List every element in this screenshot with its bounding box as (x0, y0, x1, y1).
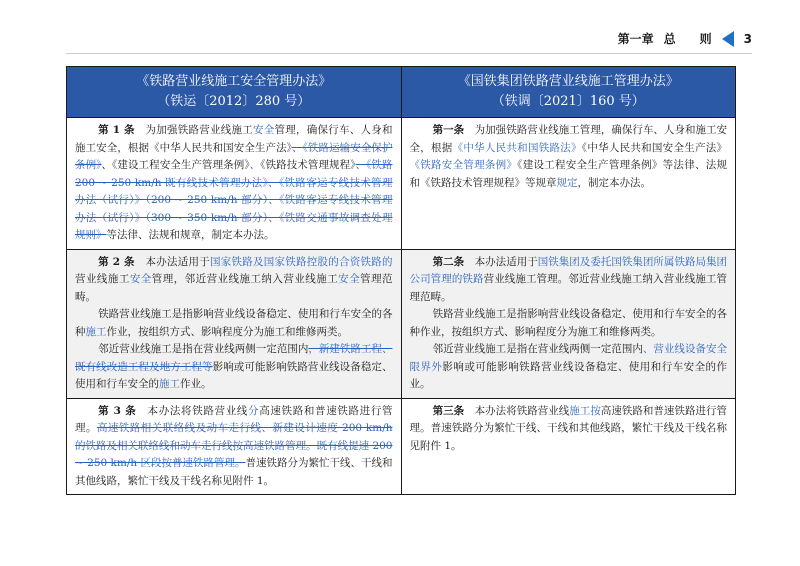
table-row (67, 249, 736, 398)
article-paragraph (75, 254, 393, 307)
text-segment: 等法律、法规和规章，制定本办法。 (106, 229, 275, 241)
text-segment: 铁路营业线施工是指影响营业线设备稳定、使用和行车安全的各种 (75, 308, 393, 338)
article-paragraph (75, 122, 393, 245)
article-paragraph (410, 306, 728, 341)
column-title: 《国铁集团铁路营业线施工管理办法》 (457, 74, 679, 89)
text-segment: 影响或可能影响铁路营业线设备稳定、使用和行车安全的作业。 (409, 360, 728, 390)
text-segment: 高速铁路和普速铁路进行管理。 (75, 404, 393, 434)
text-segment: 本办法适用于 (464, 255, 538, 268)
revised-text: 安全 (252, 124, 275, 136)
article-number: 第一条 (432, 124, 465, 136)
text-segment: 管理范畴。 (75, 273, 393, 303)
text-segment: 本办法将铁路营业线 (464, 404, 570, 417)
section-label: 总 则 (663, 32, 712, 46)
revised-text: 、 (249, 159, 261, 171)
text-segment: 邻近营业线施工是指在营业线两侧一定范围内 (98, 343, 309, 355)
header-divider (66, 53, 752, 54)
text-segment: 管理，确保行车、人身和施工安全，根据《中华人民共和国安全生产法》 (75, 124, 393, 154)
article-number: 第三条 (432, 404, 465, 417)
revised-text: 施工 (159, 378, 180, 390)
text-segment: 《建设工程安全生产管理条例》等法律、法规和《铁路技术管理规程》等规章 (409, 159, 727, 189)
text-segment: 、《建设工程安全生产管理条例》 (101, 159, 250, 171)
text-segment: 作业。 (180, 378, 212, 390)
text-segment: 影响或可能影响铁路营业线设备稳定、使用和行车安全的 (75, 360, 393, 390)
column-subtitle: （铁调〔2021〕160 号） (491, 94, 645, 109)
article-number: 第二条 (432, 255, 465, 268)
article-number: 第 2 条 (98, 255, 135, 268)
table-row (67, 398, 736, 495)
revised-text: 《中华人民共和国铁路法》 (452, 141, 582, 154)
text-segment: 铁路营业线施工是指影响营业线设备稳定、使用和行车安全的各种作业，按组织方式、影响程度分为施工和维修两类。 (409, 308, 727, 338)
revised-text: 、营业线设备安全限界外 (409, 343, 728, 373)
column-header-left (67, 67, 402, 118)
text-segment: 本办法将铁路营业线 (136, 404, 249, 417)
text-segment: 作业，按组织方式、影响程度分为施工和维修两类。 (106, 325, 348, 338)
text-segment: 营业线施工管理。邻近营业线施工纳入营业线施工管理范畴。 (409, 273, 728, 303)
revised-text: 安全 (129, 273, 152, 285)
revised-text: 分 (248, 404, 260, 417)
text-segment: 高速铁路和普速铁路进行管理。普速铁路分为繁忙干线、干线和其他线路，繁忙干线及干线名称见附件 1。 (409, 404, 728, 452)
revised-text: 国家铁路及国家铁路控股的合资铁路的 (209, 255, 393, 268)
article-paragraph (410, 122, 728, 192)
column-title: 《铁路营业线施工安全管理办法》 (136, 74, 332, 89)
deleted-text: ，新建铁路工程、既有线改造工程及地方工程等 (75, 343, 393, 373)
revised-text: 规定 (556, 176, 578, 189)
page-header (618, 30, 752, 47)
column-subtitle: （铁运〔2012〕280 号） (157, 94, 311, 109)
deleted-text: 高速铁路相关联络线及动车走行线、新建设计速度 200 km/h 的铁路及相关联络线和动车走行线按高速铁路管理。既有线提速 200 ~ 250 km/h 区段按普速铁路管理。 (75, 422, 393, 469)
revised-text: 安全 (338, 273, 361, 285)
text-segment: 为加强铁路营业线施工 (134, 124, 253, 136)
article-paragraph (410, 403, 728, 456)
text-segment: 营业线施工 (75, 273, 130, 285)
old-rule-cell (67, 118, 402, 250)
old-rule-cell (67, 398, 402, 495)
revised-text: 国铁集团及委托国铁集团所属铁路局集团公司管理的铁路 (409, 255, 728, 285)
article-paragraph (75, 306, 393, 341)
comparison-table (66, 66, 736, 495)
triangle-marker-icon (722, 31, 734, 47)
table-row (67, 118, 736, 250)
article-paragraph (410, 254, 728, 307)
text-segment: 《铁路技术管理规程》 (260, 159, 356, 171)
text-segment: 《中华人民共和国安全生产法》 (581, 141, 728, 154)
text-segment: 邻近营业线施工是指在营业线两侧一定范围内 (432, 343, 643, 355)
article-number: 第 1 条 (98, 124, 135, 136)
column-header-right (401, 67, 736, 118)
article-number: 第 3 条 (98, 404, 137, 417)
revised-text: 施工按 (569, 404, 601, 417)
new-rule-cell (401, 118, 736, 250)
old-rule-cell (67, 249, 402, 398)
text-segment: 普速铁路分为繁忙干线、干线和其他线路，繁忙干线及干线名称见附件 1。 (75, 457, 393, 487)
text-segment: 为加强铁路营业线施工管理，确保行车、人身和施工安全，根据 (409, 124, 728, 154)
text-segment: 管理，邻近营业线施工纳入营业线施工 (151, 273, 339, 285)
deleted-text: 、《铁路 200 ~ 250 km/h 既有线技术管理办法》、《铁路客运专线技术管理办法（试行）》（200 ~ 250 km/h 部分）、《铁路客运专线技术管理办法（试行）》（300 ~ 350 km/h 部分）、《铁路交通事故调查处理规则》 (75, 159, 393, 241)
deleted-text: 、《铁路运输安全保护条例》 (75, 141, 393, 171)
revised-text: 《铁路安全管理条例》 (409, 159, 518, 171)
article-paragraph (75, 341, 393, 394)
article-paragraph (410, 341, 728, 394)
new-rule-cell (401, 249, 736, 398)
article-paragraph (75, 403, 393, 491)
page-number: 3 (743, 31, 752, 46)
revised-text: 施工 (85, 325, 107, 338)
chapter-label: 第一章 (617, 32, 654, 46)
new-rule-cell (401, 398, 736, 495)
text-segment: ，制定本办法。 (577, 176, 651, 189)
text-segment: 本办法适用于 (134, 255, 210, 268)
